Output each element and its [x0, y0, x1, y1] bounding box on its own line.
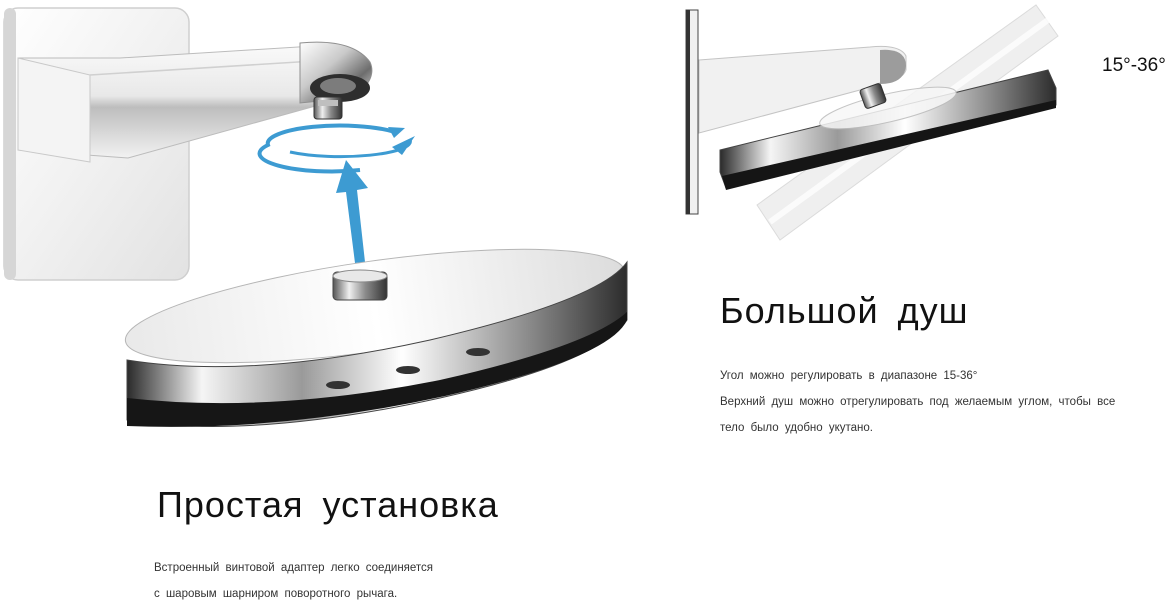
description-line: с шаровым шарниром поворотного рычага. — [154, 588, 398, 600]
angle-illustration — [686, 5, 1058, 240]
right-feature-title: Большой душ — [720, 290, 969, 331]
description-line: тело было удобно укутано. — [720, 422, 874, 434]
description-line: Верхний душ можно отрегулировать под желаемым углом, чтобы все — [720, 396, 1116, 408]
description-line: Встроенный винтовой адаптер легко соединяется — [154, 562, 434, 574]
shower-head — [119, 226, 631, 426]
angle-range-label: 15°-36° — [1102, 55, 1166, 76]
up-arrow-icon — [336, 160, 368, 263]
left-feature-description — [154, 555, 433, 607]
ball-joint-adapter — [314, 97, 342, 119]
right-feature-description — [720, 363, 1115, 441]
left-feature-title: Простая установка — [157, 484, 499, 525]
rotation-arrow-icon — [260, 126, 415, 172]
description-line: Угол можно регулировать в диапазоне 15-36° — [720, 370, 978, 382]
